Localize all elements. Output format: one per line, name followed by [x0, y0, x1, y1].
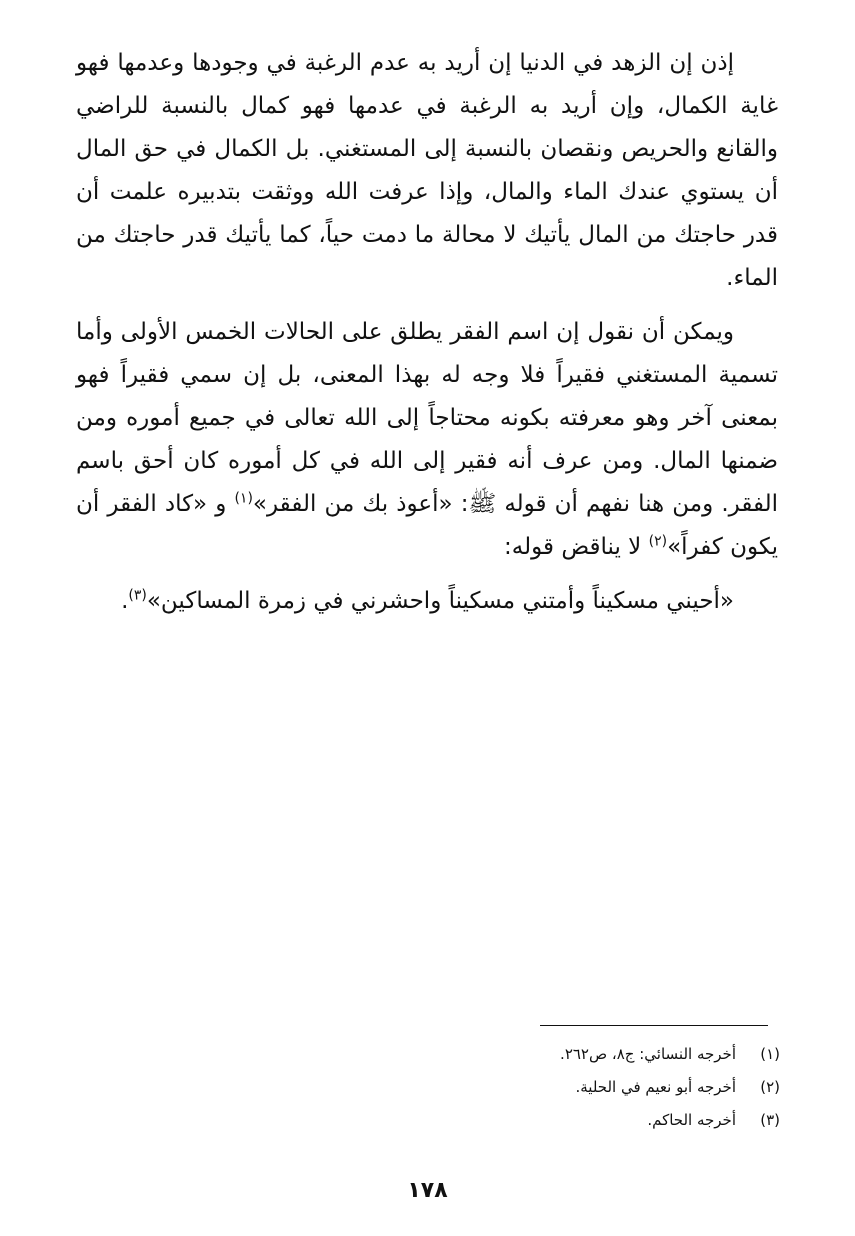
footnote-ref-2: (٢): [648, 533, 668, 550]
paragraph-1: [76, 42, 778, 300]
footnote-item: [400, 1038, 780, 1071]
footnote-number: (٢): [760, 1078, 780, 1096]
paragraph-2-text-c: لا يناقض قوله:: [504, 534, 649, 560]
footnote-divider: [540, 1025, 768, 1026]
footnote-text: أخرجه أبو نعيم في الحلية.: [575, 1078, 736, 1096]
footnote-ref-1: (١): [234, 490, 253, 507]
paragraph-1-text: إذن إن الزهد في الدنيا إن أريد به عدم الرغبة في وجودها وعدمها فهو غاية الكمال، وإن أريد به الرغبة في عدمها فهو كمال بالنسبة للراضي والقانع والحريص ونقصان بالنسبة إلى المستغني. بل الكمال في حق المال أن يستوي عندك الماء والمال، وإذا عرفت الله ووثقت بتدبيره علمت أن قدر حاجتك من المال يأتيك لا محالة ما دمت حياً، كما يأتيك قدر حاجتك من الماء.: [76, 50, 778, 291]
footnote-item: [400, 1071, 780, 1104]
footnote-text: أخرجه النسائي: ج٨، ص٢٦٢.: [560, 1045, 736, 1063]
footnote-text: أخرجه الحاكم.: [647, 1111, 736, 1129]
page-number: ١٧٨: [407, 1178, 448, 1203]
footnote-ref-3: (٣): [128, 587, 147, 604]
footnote-number: (١): [760, 1045, 780, 1063]
quote-text: «أحيني مسكيناً وأمتني مسكيناً واحشرني في زمرة المساكين»: [146, 588, 734, 614]
paragraph-2: [76, 311, 778, 569]
paragraph-2-text-b: و «كاد الفقر أن يكون كفراً»: [76, 491, 778, 560]
hadith-quote: [76, 580, 778, 623]
footnote-item: [400, 1104, 780, 1137]
footnote-number: (٣): [760, 1111, 780, 1129]
quote-end: .: [121, 588, 129, 614]
paragraph-2-text-a: ويمكن أن نقول إن اسم الفقر يطلق على الحالات الخمس الأولى وأما تسمية المستغني فقيراً فلا وجه له بهذا المعنى، بل إن سمي فقيراً فهو بمعنى آخر وهو معرفته بكونه محتاجاً إلى الله تعالى في جميع أموره ومن ضمنها المال. ومن عرف أنه فقير إلى الله في كل أموره كان أحق باسم الفقر. ومن هنا نفهم أن قوله ﷺ: «أعوذ بك من الفقر»: [76, 319, 778, 517]
footnotes: [400, 1038, 780, 1137]
